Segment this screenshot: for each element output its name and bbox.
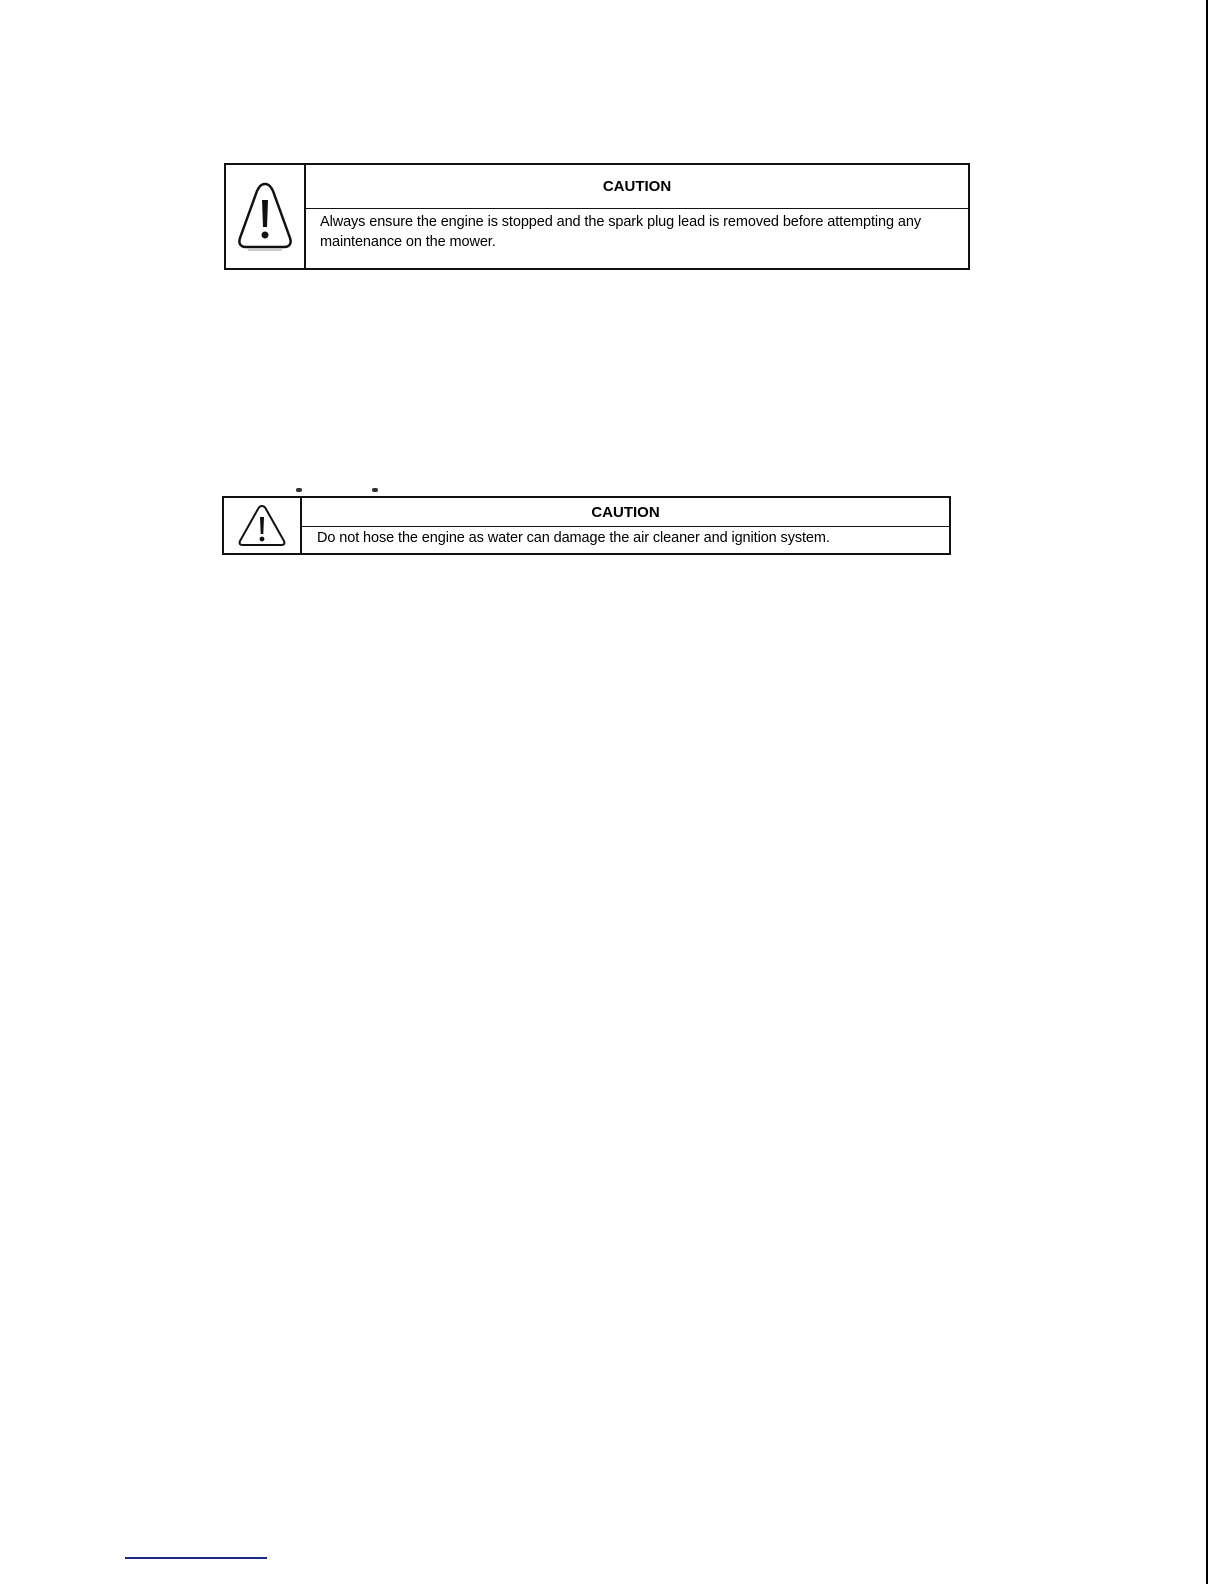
caution-text: Always ensure the engine is stopped and the spark plug lead is removed before attempting any maintenance on the mower.: [320, 214, 921, 250]
caution-box-maintenance: [224, 163, 970, 270]
page-edge-line: [1206, 0, 1208, 1584]
caution-icon-cell: [224, 498, 302, 553]
warning-triangle-icon: [234, 178, 296, 256]
footnote-separator: [125, 1557, 267, 1559]
caution-box-hose: [222, 496, 951, 555]
caution-icon-cell: [226, 165, 306, 268]
caution-content: [306, 165, 968, 268]
stray-text-fragment: [296, 488, 386, 494]
caution-heading: CAUTION: [306, 165, 968, 209]
warning-triangle-icon: [236, 503, 288, 549]
caution-content: [302, 498, 949, 553]
caution-text: Do not hose the engine as water can damage the air cleaner and ignition system.: [317, 530, 830, 546]
caution-heading: CAUTION: [302, 498, 949, 527]
